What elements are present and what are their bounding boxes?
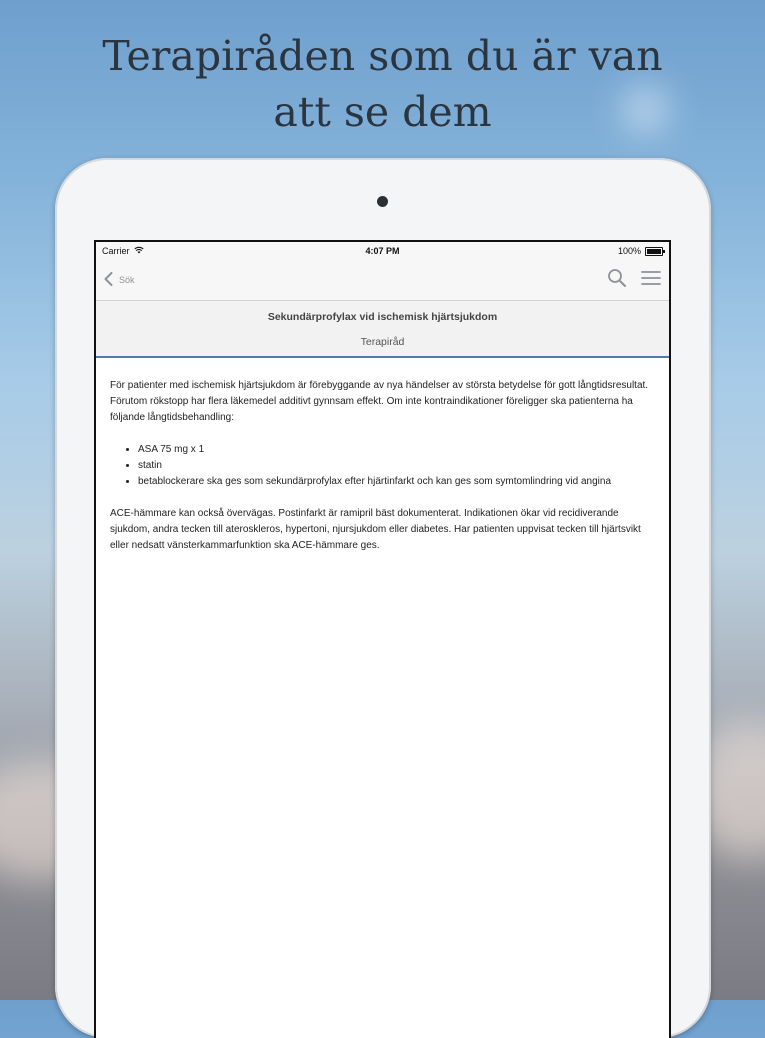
wifi-icon [134,246,144,256]
status-bar [96,242,669,260]
front-camera [377,196,388,207]
article-paragraph-2: ACE-hämmare kan också övervägas. Postinfarkt är ramipril bäst dokumenterat. Indikationen ökar vid recidiverande sjukdom, andra tecken till ateroskleros, hypertoni, njursjukdom eller diabetes. Har patienten uppvisat tecken till hjärtsvikt eller nedsatt vänsterkammarfunktion ska ACE-hämmare ges. [110,508,641,551]
status-right [543,246,663,256]
article-header [96,301,669,358]
nav-actions [607,268,661,293]
promo-headline [0,28,765,140]
headline-line-2: att se dem [273,88,492,136]
battery-icon [645,247,663,256]
navigation-bar [96,260,669,301]
back-button[interactable] [104,272,135,288]
article-paragraph-1: För patienter med ischemisk hjärtsjukdom är förebyggande av nya händelser av största betydelse för gott långtidsresultat. Förutom rökstopp har flera läkemedel additivt gynnsam effekt. Om inte kontraindikationer föreligger ska patienterna ha följande långtidsbehandling: [110,380,649,423]
list-item: • ASA 75 mg x 1 [138,442,655,458]
status-left [102,246,222,256]
tablet-screen [94,240,671,1038]
list-item: • statin [138,458,655,474]
list-item: • betablockerare ska ges som sekundärprofylax efter hjärtinfarkt och kan ges som symtomlindring vid angina [138,474,655,490]
article-title: Sekundärprofylax vid ischemisk hjärtsjukdom [267,311,498,323]
carrier-label: Carrier [102,246,130,256]
treatment-list [110,442,655,490]
status-time: 4:07 PM [365,246,400,256]
headline-line-1: Terapiråden som du är van [102,32,663,80]
chevron-left-icon [104,272,113,288]
tablet-frame [55,158,711,1038]
article-body [96,358,669,554]
article-category: Terapiråd [360,336,405,348]
back-label: Sök [119,275,135,285]
search-icon[interactable] [607,268,627,293]
menu-icon[interactable] [641,270,661,291]
battery-percent: 100% [617,246,641,256]
app-view [96,242,669,1038]
